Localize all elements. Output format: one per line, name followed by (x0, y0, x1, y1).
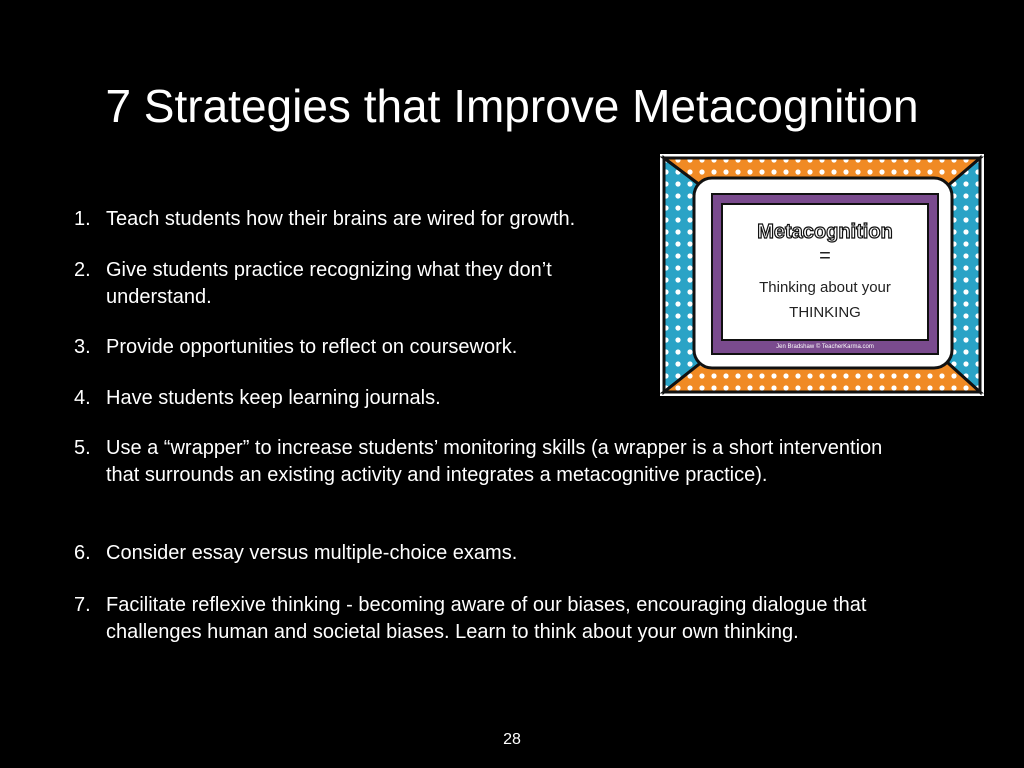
list-item (74, 540, 954, 567)
item-number: 4. (74, 387, 91, 409)
item-text: Consider essay versus multiple-choice exams. (106, 542, 518, 564)
list-item (74, 592, 954, 646)
image-line1: Thinking about your (759, 279, 891, 296)
image-equals: = (819, 245, 831, 267)
image-heading: Metacognition (757, 221, 893, 243)
item-number: 6. (74, 542, 91, 564)
item-text: Teach students how their brains are wired for growth. (106, 208, 576, 230)
item-number: 5. (74, 437, 91, 459)
item-text: Give students practice recognizing what they don’t understand. (106, 259, 552, 308)
metacognition-image (660, 154, 984, 396)
item-text: Have students keep learning journals. (106, 387, 441, 409)
slide-title: 7 Strategies that Improve Metacognition (105, 80, 919, 132)
image-credit: Jen Bradshaw © TeacherKarma.com (776, 344, 874, 350)
list-item (74, 435, 954, 489)
item-text: Use a “wrapper” to increase students’ monitoring skills (a wrapper is a short intervention that surrounds an existing activity and integrates a metacognitive practice). (106, 437, 883, 486)
item-number: 7. (74, 594, 91, 616)
image-line2: THINKING (789, 304, 861, 321)
item-number: 3. (74, 336, 91, 358)
item-text: Facilitate reflexive thinking - becoming aware of our biases, encouraging dialogue that challenges human and societal biases. Learn to think about your own thinking. (106, 594, 867, 643)
item-text: Provide opportunities to reflect on coursework. (106, 336, 518, 358)
item-number: 1. (74, 208, 91, 230)
page-number: 28 (503, 731, 521, 748)
item-number: 2. (74, 259, 91, 281)
